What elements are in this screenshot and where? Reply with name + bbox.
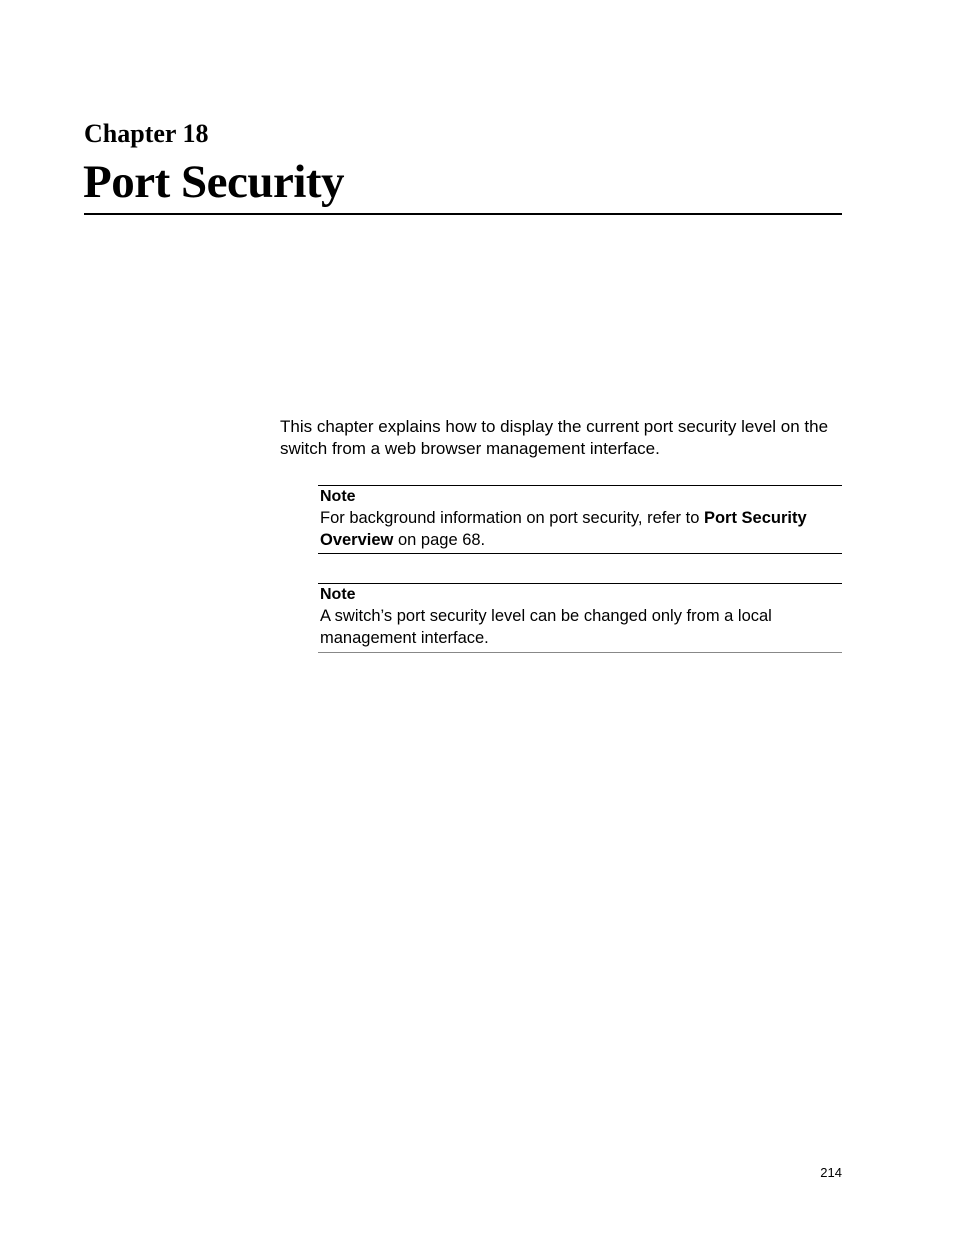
note-text-after: on page 68. <box>393 531 486 549</box>
cross-reference-link[interactable]: Port Security Overview <box>320 509 807 549</box>
note-box <box>318 583 842 653</box>
page-number: 214 <box>820 1165 842 1180</box>
note-text-before: For background information on port security, refer to <box>320 509 704 527</box>
intro-paragraph: This chapter explains how to display the current port security level on the switch from a web browser management interface. <box>280 417 829 458</box>
note-text <box>320 507 842 551</box>
note-box <box>318 485 842 554</box>
note-heading: Note <box>320 586 356 603</box>
note-text: A switch’s port security level can be changed only from a local management interface. <box>320 607 772 647</box>
chapter-title: Port Security <box>83 156 345 208</box>
title-rule <box>84 213 842 215</box>
note-heading: Note <box>320 488 356 505</box>
chapter-label: Chapter 18 <box>84 119 209 148</box>
